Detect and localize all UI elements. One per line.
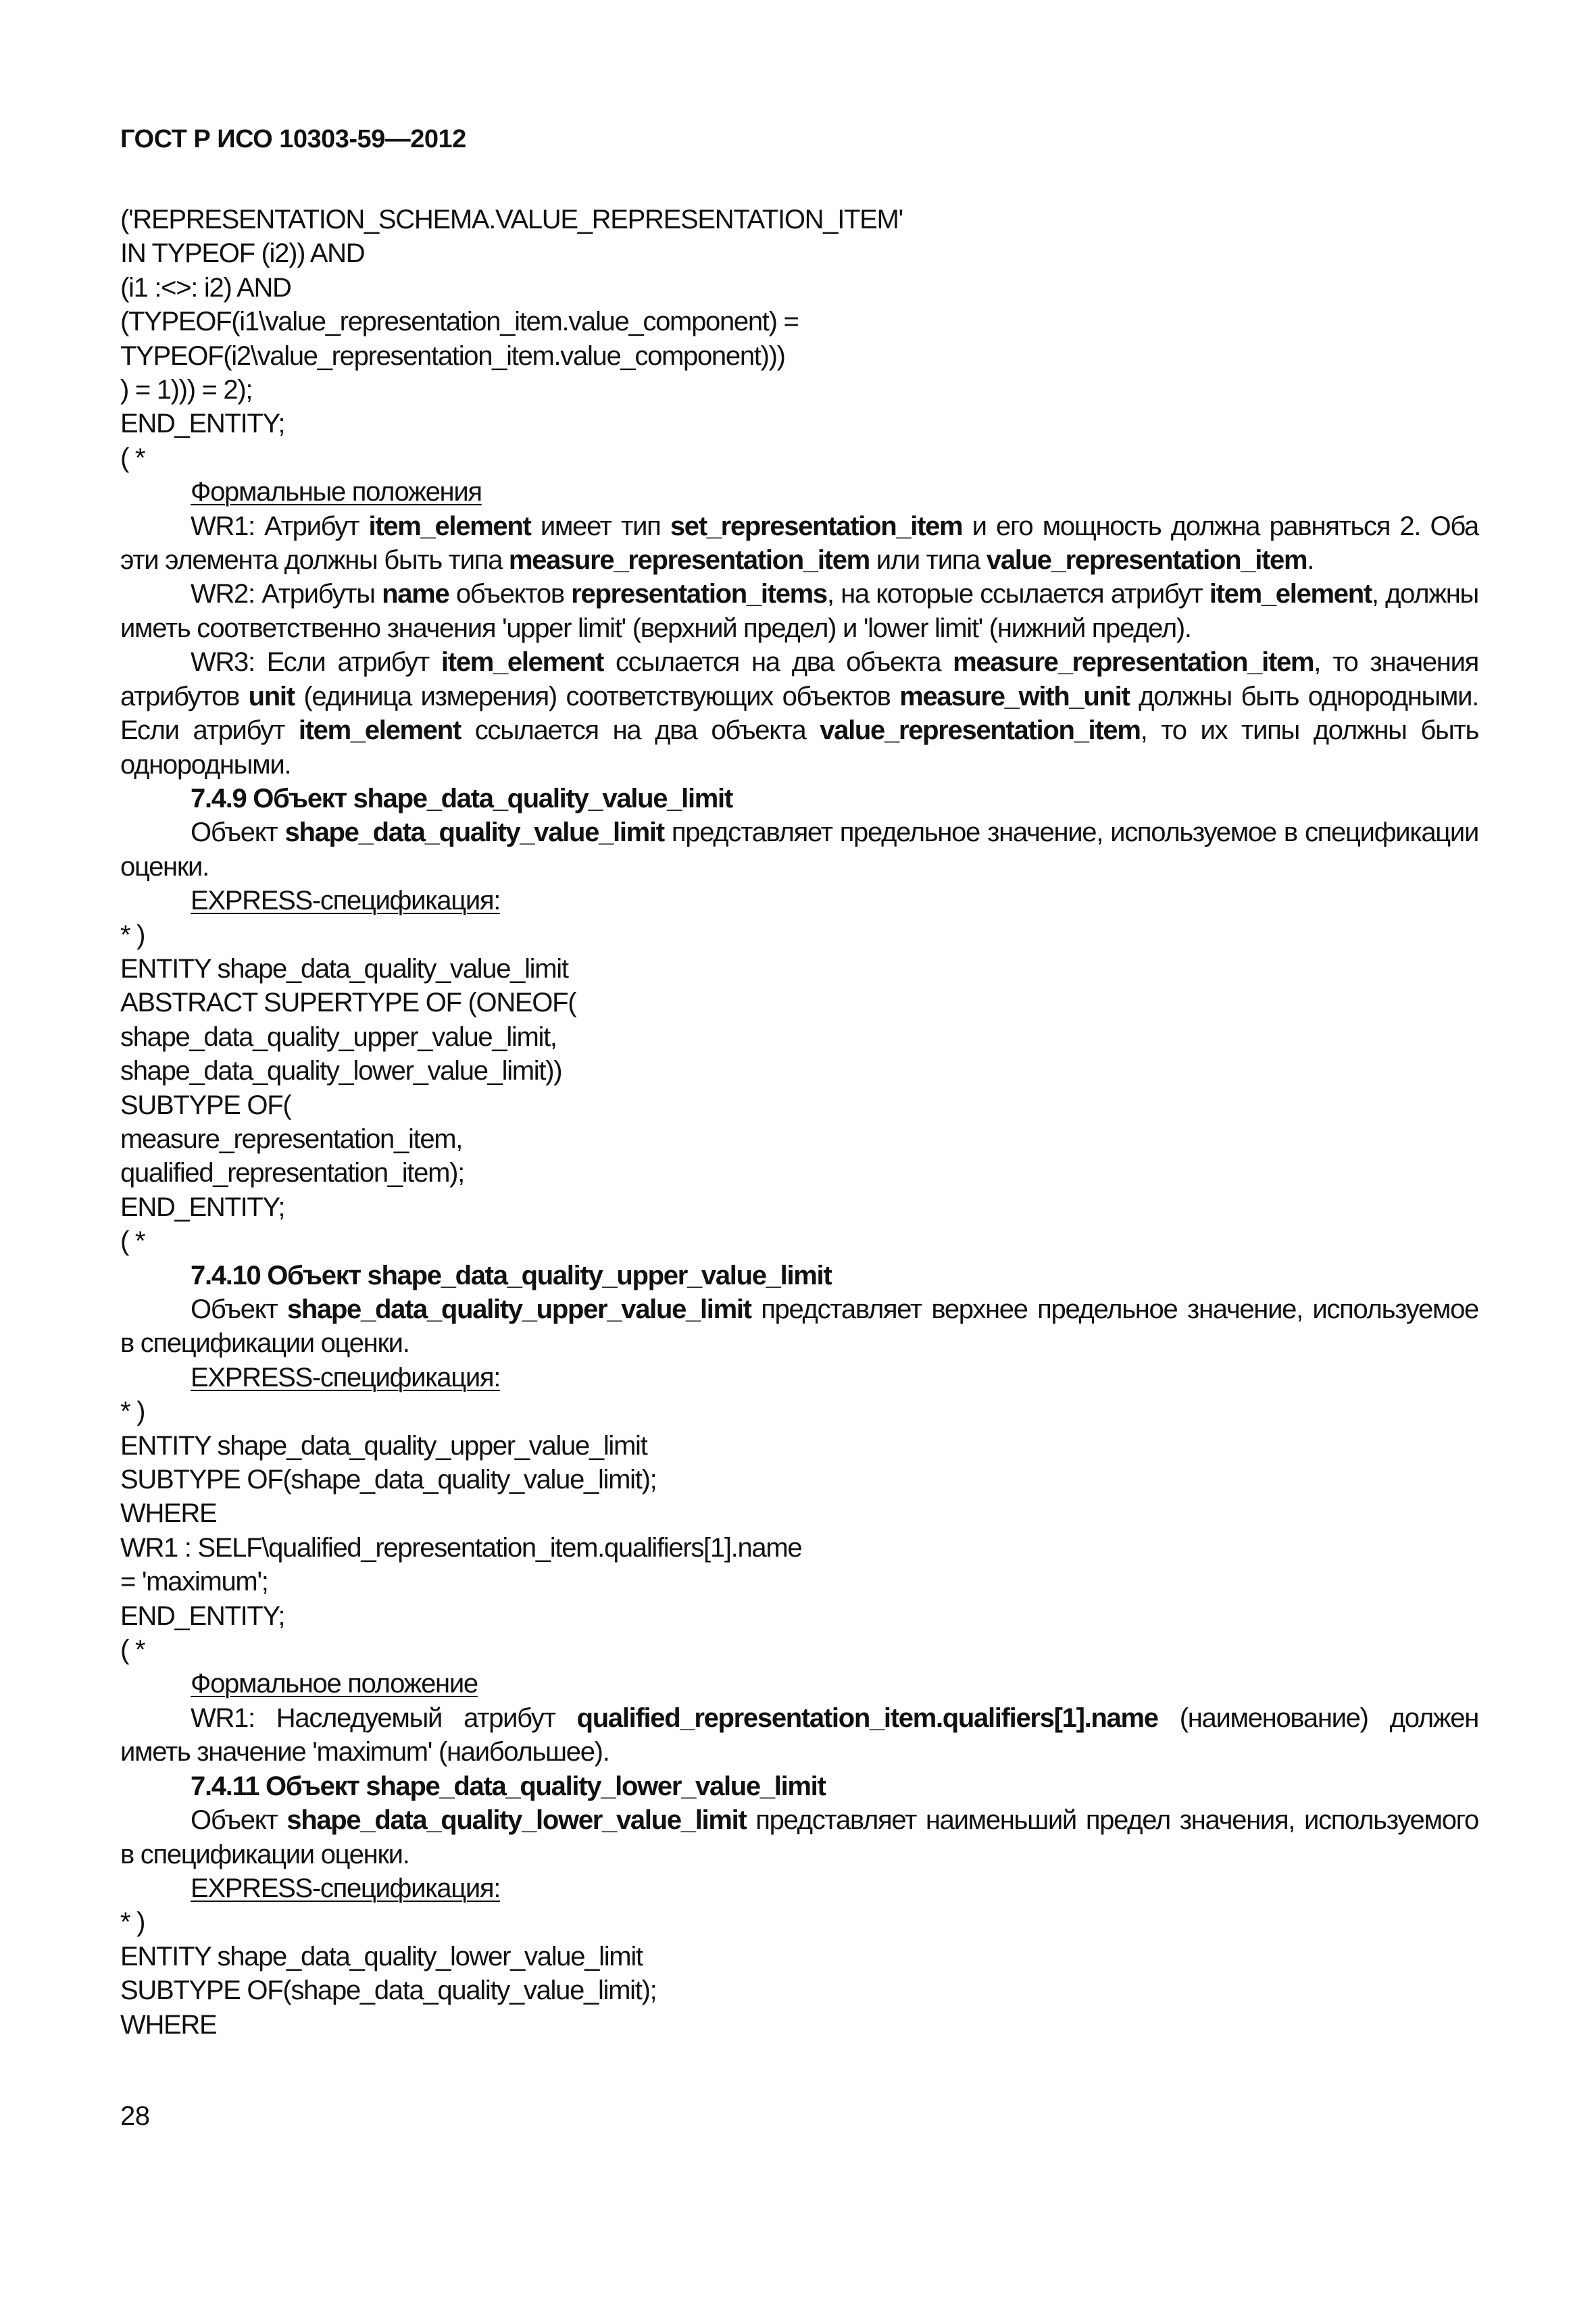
- code-line: ( *: [120, 1635, 145, 1665]
- page-content: [120, 203, 1478, 2042]
- code-line: * ): [120, 1397, 145, 1427]
- rule-wr1: WR1: Атрибут item_element имеет тип set_representation_item и его мощность должна равняться 2. Оба эти элемента должны быть типа measure_representation_item или типа value_representation_item.: [120, 511, 1478, 576]
- document-page: [120, 0, 1478, 2314]
- express-label: EXPRESS-спецификация:: [191, 1873, 501, 1903]
- code-line: END_ENTITY;: [120, 409, 285, 439]
- code-block-lower-value-limit: [120, 1905, 1478, 2042]
- code-line: (i1 :<>: i2) AND: [120, 272, 291, 303]
- code-line: ENTITY shape_data_quality_lower_value_limit: [120, 1941, 643, 1971]
- code-line: ('REPRESENTATION_SCHEMA.VALUE_REPRESENTATION_ITEM': [120, 205, 903, 234]
- code-line: qualified_representation_item);: [120, 1158, 464, 1188]
- section-heading-7-4-9: 7.4.9 Объект shape_data_quality_value_limit: [191, 783, 732, 813]
- code-line: measure_representation_item,: [120, 1124, 463, 1154]
- section-description: Объект shape_data_quality_upper_value_limit представляет верхнее предельное значение, используемое в спецификации оценки.: [120, 1294, 1478, 1359]
- code-line: shape_data_quality_upper_value_limit,: [120, 1022, 557, 1052]
- code-line: ( *: [120, 443, 145, 473]
- section-description: Объект shape_data_quality_lower_value_limit представляет наименьший предел значения, используемого в спецификации оценки.: [120, 1805, 1478, 1869]
- code-line: WR1 : SELF\qualified_representation_item.qualifiers[1].name: [120, 1532, 802, 1563]
- code-line: WHERE: [120, 1499, 217, 1529]
- code-line: END_ENTITY;: [120, 1601, 285, 1631]
- code-line: SUBTYPE OF(: [120, 1090, 291, 1120]
- rule-wr1-upper: WR1: Наследуемый атрибут qualified_representation_item.qualifiers[1].name (наименование) должен иметь значение 'maximum' (наибольшее).: [120, 1703, 1478, 1767]
- section-heading-7-4-11: 7.4.11 Объект shape_data_quality_lower_value_limit: [191, 1771, 826, 1801]
- page-number: 28: [120, 2101, 150, 2131]
- code-line: END_ENTITY;: [120, 1192, 285, 1222]
- code-line: ABSTRACT SUPERTYPE OF (ONEOF(: [120, 988, 576, 1018]
- code-line: * ): [120, 920, 145, 950]
- formal-rules-heading: Формальные положения: [191, 477, 482, 507]
- formal-rule-heading: Формальное положение: [191, 1669, 478, 1699]
- code-line: SUBTYPE OF(shape_data_quality_value_limit);: [120, 1465, 657, 1495]
- code-block-value-limit: [120, 918, 1478, 1259]
- code-line: (TYPEOF(i1\value_representation_item.value_component) =: [120, 307, 799, 337]
- rule-wr2: WR2: Атрибуты name объектов representation_items, на которые ссылается атрибут item_element, должны иметь соответственно значения 'upper limit' (верхний предел) и 'lower limit' (нижний предел).: [120, 579, 1478, 643]
- code-line: ) = 1))) = 2);: [120, 375, 253, 405]
- express-label: EXPRESS-спецификация:: [191, 886, 501, 916]
- code-block-continuation: [120, 203, 1478, 475]
- section-heading-7-4-10: 7.4.10 Объект shape_data_quality_upper_value_limit: [191, 1260, 832, 1290]
- code-line: ( *: [120, 1226, 145, 1257]
- express-label: EXPRESS-спецификация:: [191, 1362, 501, 1392]
- code-line: shape_data_quality_lower_value_limit)): [120, 1056, 562, 1086]
- code-line: TYPEOF(i2\value_representation_item.value_component))): [120, 341, 785, 371]
- document-header: ГОСТ Р ИСО 10303-59—2012: [120, 125, 466, 153]
- code-line: = 'maximum';: [120, 1567, 268, 1597]
- code-line: IN TYPEOF (i2)) AND: [120, 238, 365, 269]
- code-line: ENTITY shape_data_quality_upper_value_limit: [120, 1430, 647, 1461]
- code-line: SUBTYPE OF(shape_data_quality_value_limit);: [120, 1976, 657, 2006]
- code-line: * ): [120, 1907, 145, 1938]
- code-line: ENTITY shape_data_quality_value_limit: [120, 953, 568, 984]
- code-line: WHERE: [120, 2009, 217, 2040]
- code-block-upper-value-limit: [120, 1394, 1478, 1667]
- section-description: Объект shape_data_quality_value_limit представляет предельное значение, используемое в спецификации оценки.: [120, 818, 1478, 882]
- rule-wr3: WR3: Если атрибут item_element ссылается на два объекта measure_representation_item, то значения атрибутов unit (единица измерения) соответствующих объектов measure_with_unit должны быть однородными. Если атрибут item_element ссылается на два объекта value_representation_item, то их типы должны быть однородными.: [120, 647, 1479, 780]
